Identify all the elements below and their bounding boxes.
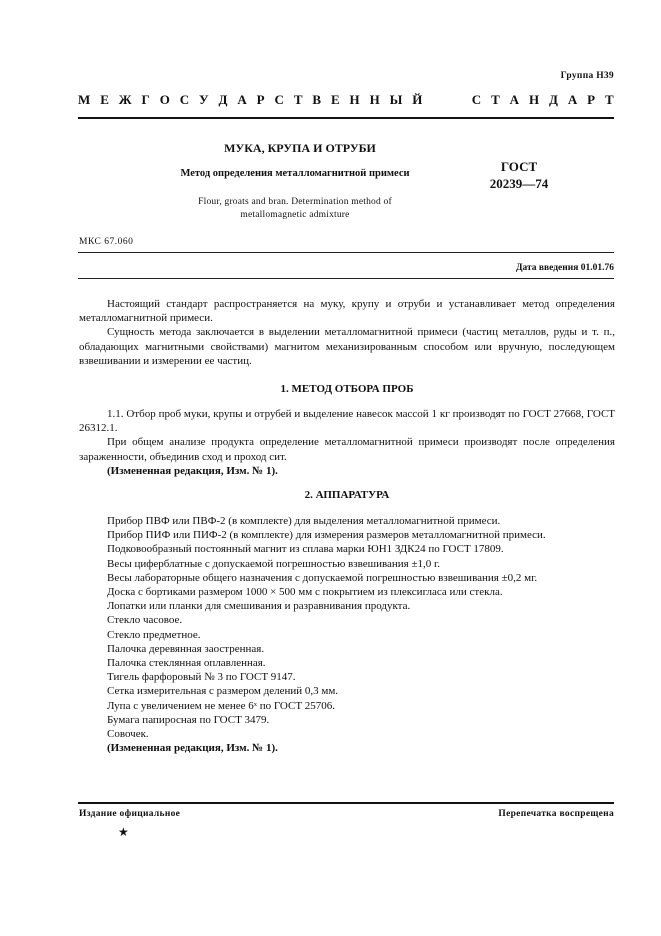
list-item: Стекло предметное. [107, 628, 201, 641]
heading-letter: Н [528, 92, 540, 107]
heading-letter: Н [369, 92, 380, 107]
heading-letter: Й [412, 92, 423, 107]
heading-letter: А [567, 92, 578, 107]
list-item: Совочек. [107, 728, 149, 741]
document-subtitle: Метод определения металломагнитной примеси [180, 168, 410, 179]
star-icon: ★ [118, 825, 129, 839]
heading-gap [432, 92, 435, 108]
section-paragraph: 1.1. Отбор проб муки, крупы и отрубей и выделение навесок массой 1 кг производят по ГОСТ 27668, ГОСТ 26312.1. [79, 408, 615, 435]
heading-letter: С [179, 92, 190, 107]
list-item: Сетка измерительная с размером делений 0,3 мм. [107, 685, 339, 698]
footer-rule [78, 802, 614, 804]
intro-section [79, 297, 615, 368]
heading-letter: Г [141, 92, 150, 107]
section-2 [79, 488, 615, 502]
heading-letter: У [199, 92, 209, 107]
date-value: 01.01.76 [580, 263, 614, 273]
heading-letter: А [509, 92, 520, 107]
gost-number: 20239—74 [489, 176, 549, 191]
intro-paragraph: Настоящий стандарт распространяется на муку, крупу и отруби и устанавливает метод определения металломагнитной примеси. [79, 298, 615, 325]
mks-rule [78, 252, 614, 253]
reprint-prohibited-label: Перепечатка воспрещена [498, 809, 614, 819]
heading-letter: Т [605, 92, 614, 107]
introduction-date [516, 263, 614, 273]
heading-letter: М [78, 92, 91, 107]
gost-label: ГОСТ [500, 159, 538, 174]
heading-letter: С [274, 92, 284, 107]
english-title-line1: Flour, groats and bran. Determination method of [198, 197, 392, 207]
heading-gap [445, 92, 448, 108]
document-title: МУКА, КРУПА И ОТРУБИ [224, 141, 376, 155]
heading-letter: В [312, 92, 322, 107]
section-paragraph: При общем анализе продукта определение металломагнитной примеси производят после определения зараженности, объединив сход и проход сит. [79, 436, 615, 463]
mks-code: МКС 67.060 [79, 237, 134, 247]
heading-letter: Р [256, 92, 265, 107]
list-item: Стекло часовое. [107, 614, 183, 627]
official-edition-label: Издание официальное [79, 809, 181, 819]
intro-paragraph: Сущность метода заключается в выделении металломагнитной примеси (частиц металлов, руды и т. п., обладающих магнитными свойствами) магнитом механизированным способом или вручную, последующем взвешивании и измерении ее частиц. [79, 326, 615, 367]
section-1-body [79, 407, 615, 478]
heading-gap [459, 92, 462, 108]
header-rule [78, 117, 614, 119]
list-item: Тигель фарфоровый № 3 по ГОСТ 9147. [107, 671, 296, 684]
date-label: Дата введения [515, 263, 579, 273]
list-item: Лопатки или планки для смешивания и разравнивания продукта. [107, 600, 411, 613]
section-heading: 2. АППАРАТУРА [304, 489, 390, 501]
list-item: Подковообразный постоянный магнит из сплава марки ЮН1 ЗДК24 по ГОСТ 17809. [107, 543, 504, 556]
amendment-note: (Измененная редакция, Изм. № 1). [107, 742, 278, 755]
heading-letter: Е [330, 92, 340, 107]
section-heading: 1. МЕТОД ОТБОРА ПРОБ [280, 383, 414, 395]
list-item: Прибор ПИФ или ПИФ-2 (в комплекте) для измерения размеров металломагнитной примеси. [107, 529, 546, 542]
apparatus-list [107, 514, 617, 755]
standard-type-heading [78, 92, 614, 108]
list-item: Весы лабораторные общего назначения с допускаемой погрешностью взвешивания ±0,2 мг. [107, 571, 538, 584]
list-item: Бумага папиросная по ГОСТ 3479. [107, 713, 270, 726]
heading-letter: Н [349, 92, 360, 107]
list-item: Прибор ПВФ или ПВФ-2 (в комплекте) для выделения металломагнитной примеси. [107, 515, 501, 527]
heading-letter: Ж [118, 92, 132, 107]
date-rule [78, 278, 614, 279]
heading-letter: Т [491, 92, 500, 107]
section-1 [79, 382, 615, 396]
group-code: Группа Н39 [560, 71, 614, 81]
heading-letter: Т [293, 92, 303, 107]
english-title [150, 196, 440, 222]
list-item: Весы циферблатные с допускаемой погрешностью взвешивания ±1,0 г. [107, 557, 441, 570]
english-title-line2: metallomagnetic admixture [240, 210, 350, 220]
gost-designation [488, 158, 550, 192]
heading-letter: Д [548, 92, 558, 107]
list-item: Палочка стеклянная оплавленная. [107, 657, 266, 670]
list-item: Палочка деревянная заостренная. [107, 642, 265, 655]
heading-letter: А [237, 92, 247, 107]
heading-letter: Ы [389, 92, 403, 107]
heading-letter: Е [100, 92, 109, 107]
list-item: Доска с бортиками размером 1000 × 500 мм с покрытием из плексигласа или стекла. [107, 586, 503, 599]
heading-letter: О [159, 92, 170, 107]
heading-letter: Р [587, 92, 596, 107]
heading-letter: Д [218, 92, 228, 107]
amendment-note: (Измененная редакция, Изм. № 1). [107, 464, 278, 477]
list-item: Лупа с увеличением не менее 6ˣ по ГОСТ 25706. [107, 699, 336, 712]
heading-letter: С [471, 92, 482, 107]
